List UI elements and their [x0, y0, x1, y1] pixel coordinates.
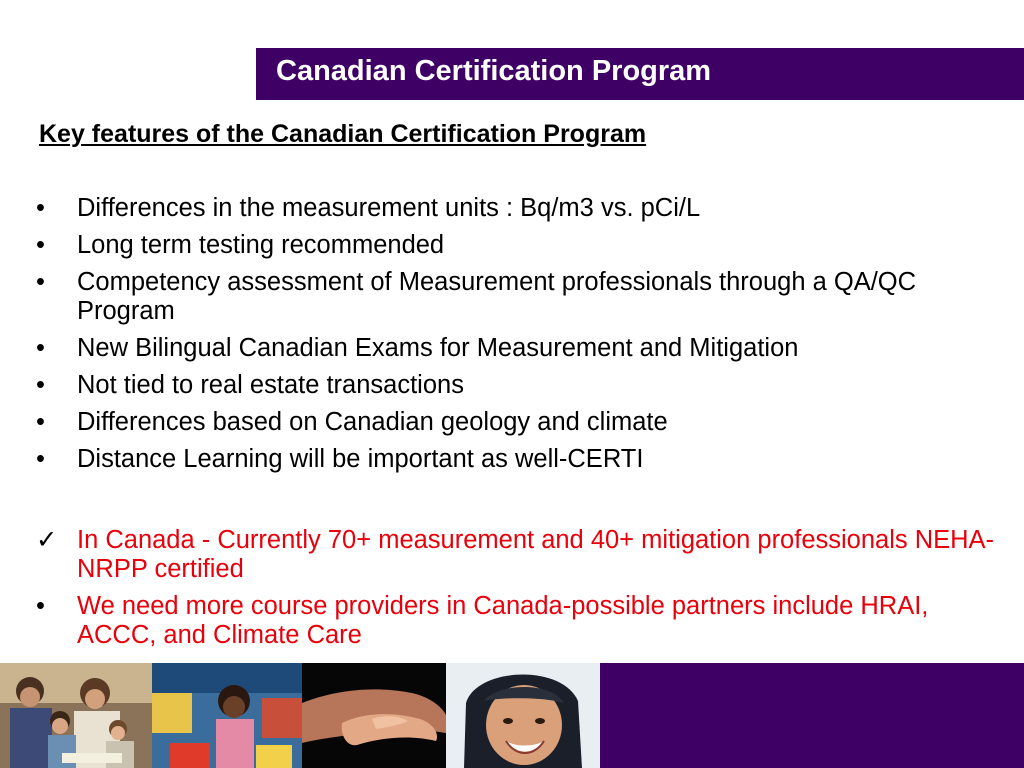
list-item-text: New Bilingual Canadian Exams for Measurement and Mitigation [77, 334, 799, 362]
list-item-text: Differences in the measurement units : Bq/m3 vs. pCi/L [77, 194, 701, 222]
child-playing-image [152, 663, 302, 768]
list-item-text: Distance Learning will be important as well-CERTI [77, 445, 644, 473]
photo-strip [0, 663, 600, 768]
bullet-marker: • [36, 334, 45, 362]
list-item [36, 526, 996, 584]
smiling-child-image [446, 663, 600, 768]
list-item-text: In Canada - Currently 70+ measurement and 40+ mitigation professionals NEHA-NRPP certified [77, 526, 995, 583]
title-bar [256, 48, 1024, 100]
bullet-marker: • [36, 194, 45, 222]
list-item-text: Differences based on Canadian geology and climate [77, 408, 668, 436]
slide-title: Canadian Certification Program [276, 55, 712, 87]
hands-photo [302, 663, 446, 768]
bullet-marker: • [36, 408, 45, 436]
list-item [36, 334, 996, 363]
decorative-purple-block [600, 663, 1024, 768]
list-item [36, 268, 996, 326]
bullet-marker: • [36, 268, 45, 296]
hands-image [302, 663, 446, 768]
list-item [36, 408, 996, 437]
feature-list [36, 194, 996, 482]
list-item-text: Competency assessment of Measurement professionals through a QA/QC Program [77, 268, 917, 325]
list-item [36, 445, 996, 474]
list-item [36, 371, 996, 400]
bullet-marker: • [36, 445, 45, 473]
list-item-text: We need more course providers in Canada-possible partners include HRAI, ACCC, and Climate Care [77, 592, 929, 649]
list-item [36, 231, 996, 260]
list-item-text: Not tied to real estate transactions [77, 371, 464, 399]
slide-subheading: Key features of the Canadian Certification Program [39, 120, 647, 148]
bullet-marker: • [36, 231, 45, 259]
bullet-marker: • [36, 371, 45, 399]
family-reading-image [0, 663, 152, 768]
smiling-child-photo [446, 663, 600, 768]
bullet-marker: • [36, 592, 45, 620]
child-playing-photo [152, 663, 302, 768]
list-item [36, 194, 996, 223]
list-item-text: Long term testing recommended [77, 231, 445, 259]
family-reading-photo [0, 663, 152, 768]
highlight-list [36, 526, 996, 658]
list-item [36, 592, 996, 650]
checkmark-icon: ✓ [36, 526, 58, 554]
